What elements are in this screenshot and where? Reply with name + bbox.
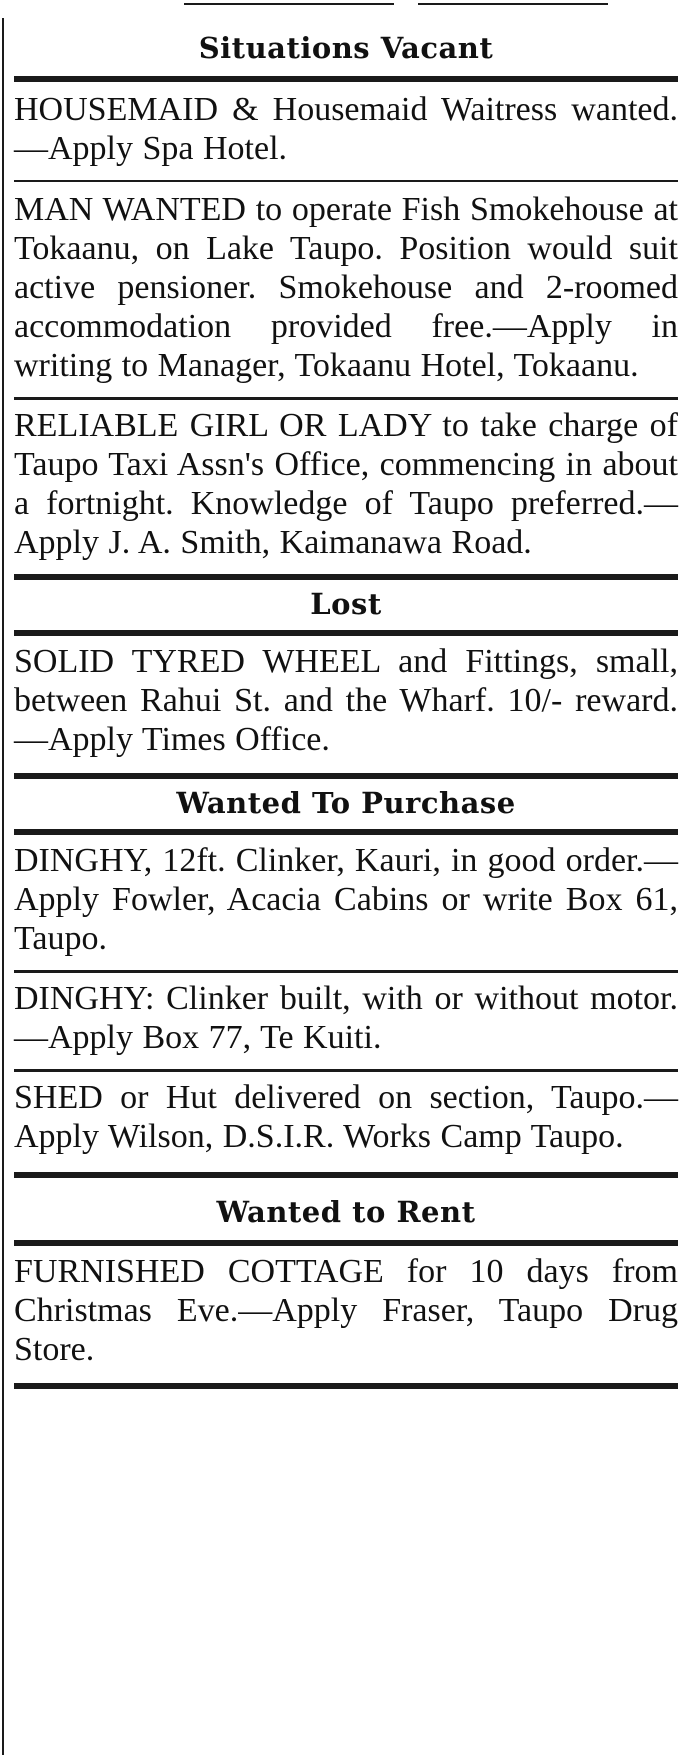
heading-rule — [14, 1240, 678, 1246]
ad-man-wanted: MAN WANTED to operate Fish Smokehouse at Tokaanu, on Lake Taupo. Position would suit active pensioner. Smokehouse and 2-roomed accommodation provided free.—Apply in writing to Manager, Tokaanu Hotel, Tokaanu. — [14, 191, 678, 384]
bottom-rule — [14, 1383, 678, 1389]
top-border-rule-right — [418, 3, 608, 5]
ad-divider — [14, 970, 678, 973]
heading-rule — [14, 829, 678, 835]
section-heading-situations-vacant: Situations Vacant — [198, 31, 494, 65]
section-divider — [14, 773, 678, 779]
heading-rule — [14, 630, 678, 636]
ad-divider — [14, 1069, 678, 1072]
ad-dinghy-clinker: DINGHY: Clinker built, with or without motor.—Apply Box 77, Te Kuiti. — [14, 980, 678, 1056]
section-heading-wanted-to-rent: Wanted to Rent — [216, 1195, 476, 1229]
ad-housemaid: HOUSEMAID & Housemaid Waitress wanted.—Apply Spa Hotel. — [14, 91, 678, 167]
section-divider — [14, 1172, 678, 1178]
ad-divider — [14, 397, 678, 400]
section-heading-lost: Lost — [310, 587, 382, 621]
ad-reliable-girl: RELIABLE GIRL OR LADY to take charge of Taupo Taxi Assn's Office, commencing in about a fortnight. Knowledge of Taupo preferred.—Apply J. A. Smith, Kaimanawa Road. — [14, 407, 678, 561]
ad-shed-or-hut: SHED or Hut delivered on section, Taupo.—Apply Wilson, D.S.I.R. Works Camp Taupo. — [14, 1079, 678, 1155]
ad-dinghy-kauri: DINGHY, 12ft. Clinker, Kauri, in good order.—Apply Fowler, Acacia Cabins or write Box 61, Taupo. — [14, 842, 678, 957]
section-divider — [14, 574, 678, 580]
ad-solid-tyred-wheel: SOLID TYRED WHEEL and Fittings, small, between Rahui St. and the Wharf. 10/- reward.—Apply Times Office. — [14, 643, 678, 758]
section-heading-wanted-to-purchase: Wanted To Purchase — [176, 786, 516, 820]
ad-divider — [14, 180, 678, 182]
ad-furnished-cottage: FURNISHED COTTAGE for 10 days from Christmas Eve.—Apply Fraser, Taupo Drug Store. — [14, 1253, 678, 1368]
heading-rule — [14, 76, 678, 82]
classifieds-column — [14, 30, 678, 1389]
top-border-rule-left — [184, 3, 394, 5]
column-border-rule — [2, 18, 4, 1755]
